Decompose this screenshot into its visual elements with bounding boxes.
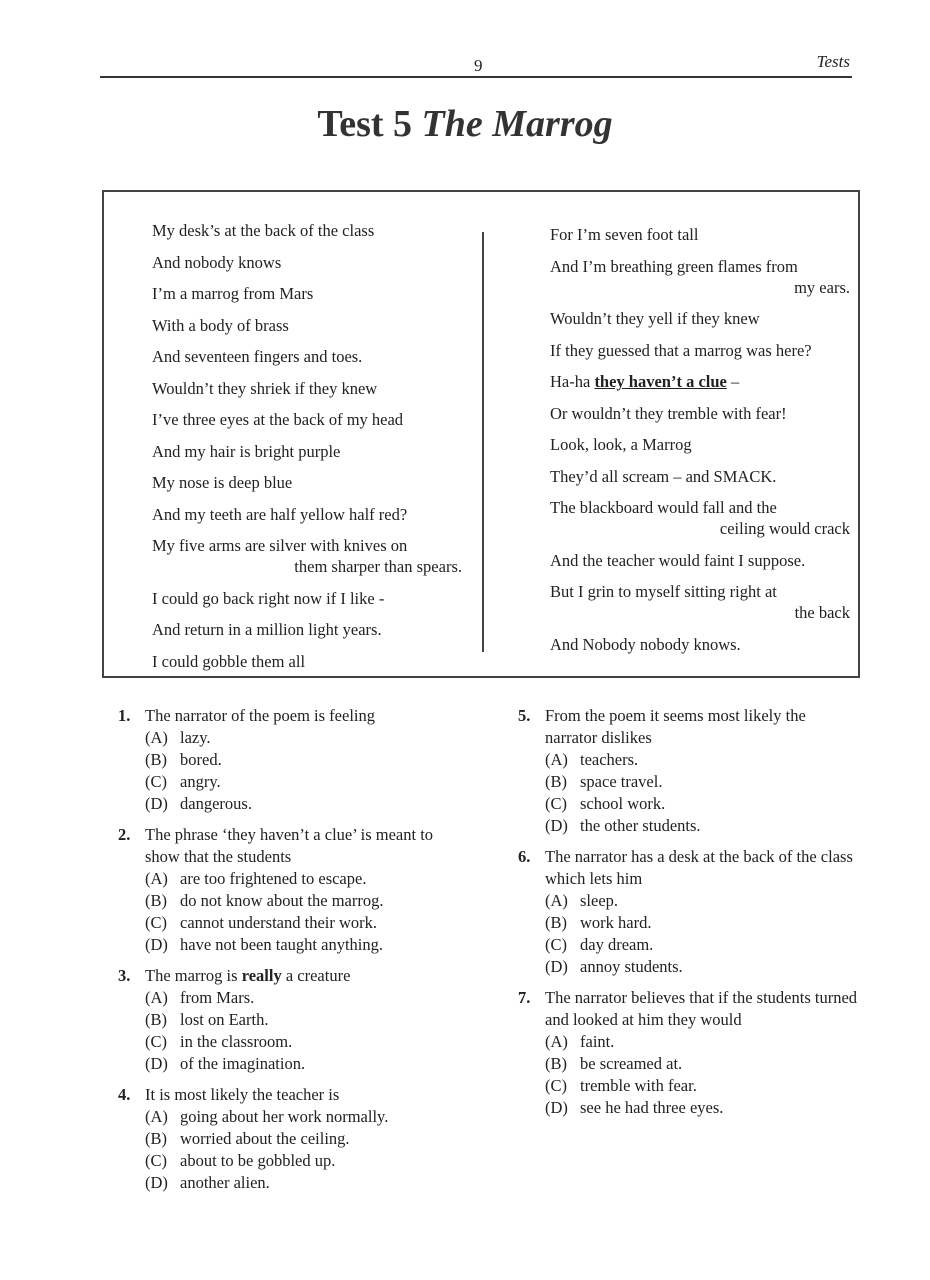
question-item xyxy=(518,705,858,837)
question-number: 1. xyxy=(118,706,131,725)
poem-line xyxy=(550,371,850,392)
poem-line-text: Look, look, a Marrog xyxy=(550,435,692,454)
option-text: about to be gobbled up. xyxy=(180,1151,336,1170)
poem-line xyxy=(550,497,850,539)
option-text: of the imagination. xyxy=(180,1054,306,1073)
answer-option xyxy=(118,868,448,890)
option-letter: (C) xyxy=(545,935,567,954)
page-number: 9 xyxy=(474,56,483,75)
option-letter: (C) xyxy=(145,913,167,932)
poem-line xyxy=(152,220,462,241)
option-text: teachers. xyxy=(580,750,639,769)
answer-option xyxy=(118,749,448,771)
question-item xyxy=(518,846,858,978)
poem-line-continuation: ceiling would crack xyxy=(719,519,850,538)
answer-option xyxy=(118,1009,448,1031)
poem-line-text: I’ve three eyes at the back of my head xyxy=(152,410,404,429)
option-text: do not know about the marrog. xyxy=(180,891,384,910)
poem-line-text: And the teacher would faint I suppose. xyxy=(550,550,806,570)
poem-line xyxy=(550,466,850,487)
poem-line-text: My five arms are silver with knives on xyxy=(152,536,408,555)
poem-line xyxy=(550,224,850,245)
questions-left-column xyxy=(118,705,448,1203)
poem-line xyxy=(152,588,462,609)
poem-line-text: Wouldn’t they shriek if they knew xyxy=(152,378,378,398)
option-letter: (C) xyxy=(145,772,167,791)
option-letter: (C) xyxy=(145,1151,167,1170)
answer-option xyxy=(518,912,858,934)
question-number: 6. xyxy=(518,847,531,866)
option-letter: (A) xyxy=(545,750,568,769)
question-item xyxy=(118,965,448,1075)
option-text: school work. xyxy=(580,794,666,813)
poem-line xyxy=(550,550,850,571)
option-text: sleep. xyxy=(580,891,619,910)
option-letter: (D) xyxy=(545,957,568,976)
option-letter: (C) xyxy=(545,794,567,813)
poem-line xyxy=(152,535,462,577)
question-text: The phrase ‘they haven’t a clue’ is meant to show that the students xyxy=(145,825,434,866)
answer-option xyxy=(518,890,858,912)
option-text: cannot understand their work. xyxy=(180,913,378,932)
option-text: annoy students. xyxy=(580,957,683,976)
option-letter: (D) xyxy=(145,794,168,813)
poem-line-text: And my teeth are half yellow half red? xyxy=(152,504,408,524)
option-letter: (A) xyxy=(545,891,568,910)
running-head: Tests xyxy=(816,52,850,71)
option-text: worried about the ceiling. xyxy=(180,1129,350,1148)
option-text: from Mars. xyxy=(180,988,255,1007)
poem-line xyxy=(550,340,850,361)
question-stem xyxy=(518,846,858,890)
answer-option xyxy=(118,1172,448,1194)
poem-line xyxy=(550,634,850,655)
option-text: dangerous. xyxy=(180,794,252,813)
poem-line-text: With a body of brass xyxy=(152,315,289,335)
question-stem xyxy=(118,705,448,727)
poem-emphasis: they haven’t a clue xyxy=(594,372,727,391)
poem-line-text: My desk’s at the back of the class xyxy=(152,221,375,240)
option-text: going about her work normally. xyxy=(180,1107,389,1126)
option-text: faint. xyxy=(580,1032,615,1051)
option-text: bored. xyxy=(180,750,222,769)
poem-line-text: I could gobble them all xyxy=(152,651,306,671)
poem-line-text: And my hair is bright purple xyxy=(152,441,341,461)
poem-line xyxy=(550,581,850,623)
poem-line-text: Or wouldn’t they tremble with fear! xyxy=(550,403,787,423)
option-letter: (C) xyxy=(145,1032,167,1051)
question-text-part: a creature xyxy=(281,966,351,985)
poem-line-text: And return in a million light years. xyxy=(152,620,382,639)
question-stem xyxy=(518,987,858,1031)
page-title xyxy=(0,102,930,146)
question-number: 3. xyxy=(118,966,131,985)
question-stem xyxy=(518,705,858,749)
option-letter: (A) xyxy=(145,869,168,888)
option-letter: (A) xyxy=(145,988,168,1007)
answer-option xyxy=(518,956,858,978)
option-letter: (D) xyxy=(545,816,568,835)
option-letter: (B) xyxy=(545,913,567,932)
option-letter: (D) xyxy=(545,1098,568,1117)
option-letter: (A) xyxy=(145,1107,168,1126)
option-letter: (B) xyxy=(145,891,167,910)
answer-option xyxy=(118,912,448,934)
answer-option xyxy=(118,987,448,1009)
answer-option xyxy=(518,1053,858,1075)
poem-line xyxy=(152,283,462,304)
question-item xyxy=(118,705,448,815)
option-text: work hard. xyxy=(580,913,652,932)
option-text: have not been taught anything. xyxy=(180,935,383,954)
poem-left-column xyxy=(152,220,462,682)
question-text: The narrator has a desk at the back of the class which lets him xyxy=(545,847,853,888)
answer-option xyxy=(118,1031,448,1053)
answer-option xyxy=(518,749,858,771)
answer-option xyxy=(118,727,448,749)
poem-line-text: For I’m seven foot tall xyxy=(550,225,699,244)
option-text: be screamed at. xyxy=(580,1054,683,1073)
poem-line-text: And nobody knows xyxy=(152,252,282,272)
poem-line xyxy=(152,409,462,430)
poem-line-text: If they guessed that a marrog was here? xyxy=(550,340,812,360)
option-letter: (D) xyxy=(145,1054,168,1073)
poem-line xyxy=(152,472,462,493)
poem-line-text: And I’m breathing green flames from xyxy=(550,256,798,276)
poem-line xyxy=(550,308,850,329)
option-letter: (B) xyxy=(145,1010,167,1029)
option-letter: (A) xyxy=(545,1032,568,1051)
option-letter: (D) xyxy=(145,935,168,954)
poem-line xyxy=(152,441,462,462)
answer-option xyxy=(518,934,858,956)
question-text: From the poem it seems most likely the narrator dislikes xyxy=(545,706,806,747)
poem-line-text: I could go back right now if I like - xyxy=(152,588,385,608)
title-prefix: Test 5 xyxy=(317,103,413,145)
answer-option xyxy=(518,793,858,815)
answer-option xyxy=(118,934,448,956)
question-stem xyxy=(118,1084,448,1106)
answer-option xyxy=(118,1128,448,1150)
poem-line-text: They’d all scream – and SMACK. xyxy=(550,466,777,486)
poem-line-tail: – xyxy=(726,372,740,391)
poem-line-continuation: them sharper than spears. xyxy=(294,557,462,576)
poem-line-text: And Nobody nobody knows. xyxy=(550,634,741,654)
question-text: The narrator of the poem is feeling xyxy=(145,706,375,725)
poem-line xyxy=(152,619,462,640)
answer-option xyxy=(118,1106,448,1128)
question-text: The narrator believes that if the students turned and looked at him they would xyxy=(545,988,858,1029)
option-letter: (B) xyxy=(145,1129,167,1148)
option-letter: (C) xyxy=(545,1076,567,1095)
question-item xyxy=(518,987,858,1119)
question-text xyxy=(145,965,448,987)
answer-option xyxy=(118,1053,448,1075)
option-text: day dream. xyxy=(580,935,654,954)
answer-option xyxy=(518,1075,858,1097)
option-letter: (A) xyxy=(145,728,168,747)
option-text: tremble with fear. xyxy=(580,1076,697,1095)
questions-right-column xyxy=(518,705,858,1128)
poem-line xyxy=(152,346,462,367)
option-text: see he had three eyes. xyxy=(580,1098,724,1117)
option-text: the other students. xyxy=(580,816,701,835)
answer-option xyxy=(118,793,448,815)
poem-line-text: And seventeen fingers and toes. xyxy=(152,347,363,366)
option-text: are too frightened to escape. xyxy=(180,869,367,888)
option-text: lost on Earth. xyxy=(180,1010,269,1029)
poem-divider xyxy=(482,232,484,652)
question-number: 4. xyxy=(118,1085,131,1104)
poem-line-text: Ha-ha xyxy=(550,372,591,391)
option-letter: (B) xyxy=(545,1054,567,1073)
poem-line-continuation: my ears. xyxy=(794,277,850,297)
poem-line xyxy=(152,315,462,336)
answer-option xyxy=(118,1150,448,1172)
option-text: lazy. xyxy=(180,728,211,747)
answer-option xyxy=(518,1097,858,1119)
option-letter: (D) xyxy=(145,1173,168,1192)
poem-right-column xyxy=(550,224,850,665)
question-number: 7. xyxy=(518,988,531,1007)
option-text: space travel. xyxy=(580,772,663,791)
poem-line-text: But I grin to myself sitting right at xyxy=(550,582,777,601)
question-text-part: The marrog is xyxy=(145,966,242,985)
question-stem xyxy=(118,824,448,868)
poem-line xyxy=(550,403,850,424)
header-rule xyxy=(100,76,852,78)
answer-option xyxy=(518,771,858,793)
poem-line xyxy=(152,252,462,273)
poem-line xyxy=(152,651,462,672)
poem-line-text: Wouldn’t they yell if they knew xyxy=(550,309,760,328)
poem-line xyxy=(550,434,850,455)
option-text: another alien. xyxy=(180,1173,270,1192)
question-number: 2. xyxy=(118,825,131,844)
poem-line-continuation: the back xyxy=(794,603,850,622)
option-text: angry. xyxy=(180,772,221,791)
question-emphasis: really xyxy=(241,966,282,985)
answer-option xyxy=(118,890,448,912)
answer-option xyxy=(518,1031,858,1053)
option-letter: (B) xyxy=(145,750,167,769)
answer-option xyxy=(118,771,448,793)
option-text: in the classroom. xyxy=(180,1032,293,1051)
poem-line-text: I’m a marrog from Mars xyxy=(152,284,314,303)
poem-line-text: The blackboard would fall and the xyxy=(550,498,777,517)
question-stem xyxy=(118,965,448,987)
poem-line xyxy=(550,256,850,298)
question-text: It is most likely the teacher is xyxy=(145,1085,340,1104)
title-italic: The Marrog xyxy=(421,103,613,145)
question-number: 5. xyxy=(518,706,531,725)
question-item xyxy=(118,1084,448,1194)
answer-option xyxy=(518,815,858,837)
option-letter: (B) xyxy=(545,772,567,791)
question-item xyxy=(118,824,448,956)
poem-line-text: My nose is deep blue xyxy=(152,473,293,492)
poem-line xyxy=(152,504,462,525)
poem-line xyxy=(152,378,462,399)
